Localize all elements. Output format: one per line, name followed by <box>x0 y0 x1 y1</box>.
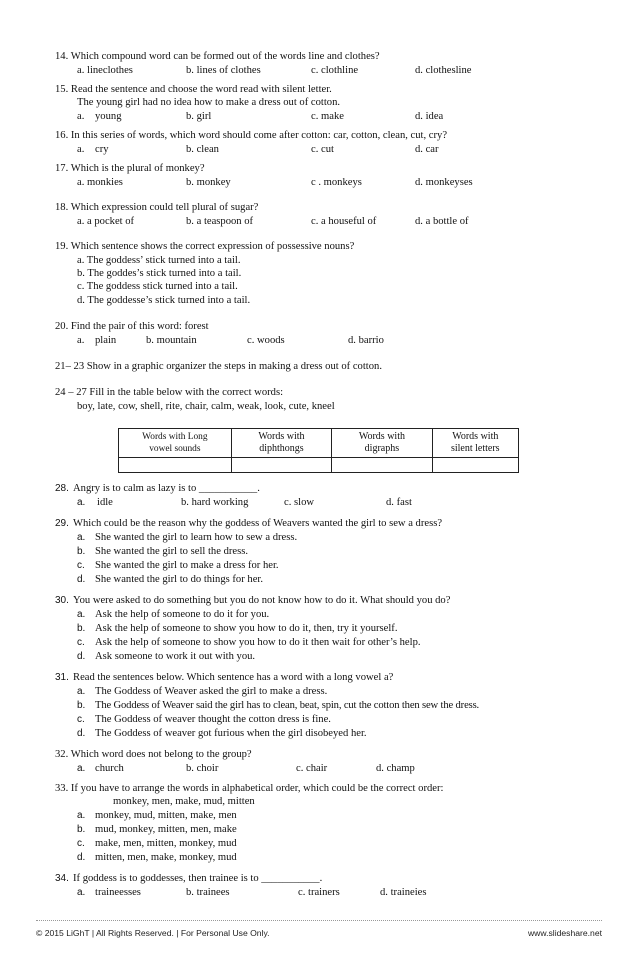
q20-option-b: b. mountain <box>146 335 197 346</box>
q30-option-a: Ask the help of someone to do it for you. <box>95 609 270 620</box>
q19-option-d: d. The goddesse’s stick turned into a tail. <box>77 295 251 306</box>
q16-option-c: c. cut <box>311 144 334 155</box>
q18-option-b: b. a teaspoon of <box>186 216 254 227</box>
q31-option-c: The Goddess of weaver thought the cotton dress is fine. <box>95 714 331 725</box>
q28-number: 28. <box>55 483 69 494</box>
answer-cell-silent-letters[interactable] <box>432 458 518 473</box>
q14-option-c: c. clothline <box>311 65 359 76</box>
q32-option-a-letter: a. <box>77 763 86 774</box>
q19-stem: 19. Which sentence shows the correct expression of possessive nouns? <box>55 241 355 252</box>
q17-option-a: a. monkies <box>77 177 123 188</box>
q31-number: 31. <box>55 672 69 683</box>
q33-word-list: monkey, men, make, mud, mitten <box>113 796 255 807</box>
q30-option-d: Ask someone to work it out with you. <box>95 651 256 662</box>
answer-cell-diphthongs[interactable] <box>231 458 332 473</box>
q33-option-a: monkey, mud, mitten, make, men <box>95 810 237 821</box>
q20-stem: 20. Find the pair of this word: forest <box>55 321 209 332</box>
q15-option-c: c. make <box>311 111 344 122</box>
q29-number: 29. <box>55 518 69 529</box>
q16-option-a-letter: a. <box>77 144 85 155</box>
q29-option-d: She wanted the girl to do things for her. <box>95 574 263 585</box>
q31-option-c-letter: c. <box>77 714 85 725</box>
footer-copyright: © 2015 LiGhT | All Rights Reserved. | For Personal Use Only. <box>36 928 270 938</box>
q30-option-c: Ask the help of someone to show you how to do it then wait for other’s help. <box>95 637 421 648</box>
q33-option-b: mud, monkey, mitten, men, make <box>95 824 237 835</box>
q15-stem: 15. Read the sentence and choose the word read with silent letter. <box>55 84 332 95</box>
q30-number: 30. <box>55 595 69 606</box>
header-diphthongs: Words with diphthongs <box>231 429 332 458</box>
q24-27-word-list: boy, late, cow, shell, rite, chair, calm, weak, look, cute, kneel <box>77 401 335 412</box>
q31-option-b-letter: b. <box>77 700 86 711</box>
q21-23-stem: 21– 23 Show in a graphic organizer the steps in making a dress out of cotton. <box>55 361 382 372</box>
q20-option-a: plain <box>95 335 117 346</box>
answer-cell-digraphs[interactable] <box>332 458 432 473</box>
q28-option-a-letter: a. <box>77 497 86 508</box>
q15-sentence: The young girl had no idea how to make a dress out of cotton. <box>77 97 341 108</box>
q14-stem: 14. Which compound word can be formed out of the words line and clothes? <box>55 51 380 62</box>
q33-stem: 33. If you have to arrange the words in alphabetical order, which could be the correct order: <box>55 783 444 794</box>
q28-option-d: d. fast <box>386 497 412 508</box>
q33-option-d-letter: d. <box>77 852 86 863</box>
q34-number: 34. <box>55 873 69 884</box>
q30-stem: You were asked to do something but you do not know how to do it. What should you do? <box>73 595 451 606</box>
q34-option-a: traineesses <box>95 887 141 898</box>
q16-option-a: cry <box>95 144 109 155</box>
q15-option-a-letter: a. <box>77 111 85 122</box>
q33-option-c: make, men, mitten, monkey, mud <box>95 838 237 849</box>
q33-option-a-letter: a. <box>77 810 86 821</box>
q32-option-d: d. champ <box>376 763 415 774</box>
q24-27-stem: 24 – 27 Fill in the table below with the correct words: <box>55 387 284 398</box>
header-digraphs: Words with digraphs <box>332 429 432 458</box>
q14-option-b: b. lines of clothes <box>186 65 261 76</box>
q33-option-d: mitten, men, make, monkey, mud <box>95 852 237 863</box>
q31-option-d-letter: d. <box>77 728 86 739</box>
q17-option-b: b. monkey <box>186 177 231 188</box>
q14-option-d: d. clothesline <box>415 65 472 76</box>
q28-option-a: idle <box>97 497 113 508</box>
q17-option-c: c . monkeys <box>311 177 362 188</box>
q34-option-d: d. traineies <box>380 887 427 898</box>
q20-option-a-letter: a. <box>77 335 85 346</box>
q32-option-a: church <box>95 763 124 774</box>
q32-option-b: b. choir <box>186 763 219 774</box>
q30-option-b: Ask the help of someone to show you how to do it, then, try it yourself. <box>95 623 398 634</box>
word-sort-table <box>118 428 519 473</box>
q32-stem: 32. Which word does not belong to the group? <box>55 749 252 760</box>
q15-option-a: young <box>95 111 122 122</box>
q34-option-b: b. trainees <box>186 887 230 898</box>
q29-option-d-letter: d. <box>77 574 86 585</box>
q30-option-c-letter: c. <box>77 637 85 648</box>
q30-option-b-letter: b. <box>77 623 86 634</box>
q17-stem: 17. Which is the plural of monkey? <box>55 163 205 174</box>
q20-option-c: c. woods <box>247 335 285 346</box>
q31-option-a-letter: a. <box>77 686 86 697</box>
q30-option-a-letter: a. <box>77 609 86 620</box>
header-silent-letters: Words with silent letters <box>432 429 518 458</box>
q29-option-a: She wanted the girl to learn how to sew a dress. <box>95 532 298 543</box>
answer-cell-long-vowel[interactable] <box>119 458 232 473</box>
q31-option-a: The Goddess of Weaver asked the girl to make a dress. <box>95 686 328 697</box>
q33-option-b-letter: b. <box>77 824 86 835</box>
q31-option-b: The Goddess of Weaver said the girl has to clean, beat, spin, cut the cotton then sew the dress. <box>95 700 480 711</box>
q30-option-d-letter: d. <box>77 651 86 662</box>
q29-option-c: She wanted the girl to make a dress for her. <box>95 560 279 571</box>
q28-option-b: b. hard working <box>181 497 249 508</box>
q18-stem: 18. Which expression could tell plural of sugar? <box>55 202 259 213</box>
header-long-vowel: Words with Long vowel sounds <box>119 429 232 458</box>
q18-option-a: a. a pocket of <box>77 216 135 227</box>
q16-stem: 16. In this series of words, which word should come after cotton: car, cotton, clean, cut, cry? <box>55 130 448 141</box>
q18-option-c: c. a houseful of <box>311 216 377 227</box>
q15-option-b: b. girl <box>186 111 212 122</box>
q19-option-a: a. The goddess’ stick turned into a tail. <box>77 255 241 266</box>
q17-option-d: d. monkeyses <box>415 177 473 188</box>
q29-option-c-letter: c. <box>77 560 85 571</box>
q29-option-a-letter: a. <box>77 532 86 543</box>
q20-option-d: d. barrio <box>348 335 384 346</box>
q19-option-b: b. The goddes’s stick turned into a tail. <box>77 268 242 279</box>
q31-option-d: The Goddess of weaver got furious when the girl disobeyed her. <box>95 728 367 739</box>
q34-stem: If goddess is to goddesses, then trainee is to ___________. <box>73 873 323 884</box>
q16-option-b: b. clean <box>186 144 219 155</box>
footer-divider <box>36 920 602 921</box>
q32-option-c: c. chair <box>296 763 328 774</box>
q19-option-c: c. The goddess stick turned into a tail. <box>77 281 238 292</box>
q28-stem: Angry is to calm as lazy is to ___________. <box>73 483 260 494</box>
q33-option-c-letter: c. <box>77 838 85 849</box>
q29-option-b-letter: b. <box>77 546 86 557</box>
q18-option-d: d. a bottle of <box>415 216 469 227</box>
q16-option-d: d. car <box>415 144 439 155</box>
q31-stem: Read the sentences below. Which sentence has a word with a long vowel a? <box>73 672 394 683</box>
q14-option-a: a. lineclothes <box>77 65 133 76</box>
q29-option-b: She wanted the girl to sell the dress. <box>95 546 248 557</box>
q29-stem: Which could be the reason why the goddess of Weavers wanted the girl to sew a dress? <box>73 518 443 529</box>
q28-option-c: c. slow <box>284 497 315 508</box>
q15-option-d: d. idea <box>415 111 444 122</box>
q34-option-c: c. trainers <box>298 887 340 898</box>
q34-option-a-letter: a. <box>77 887 86 898</box>
footer-site-link[interactable]: www.slideshare.net <box>527 928 602 938</box>
